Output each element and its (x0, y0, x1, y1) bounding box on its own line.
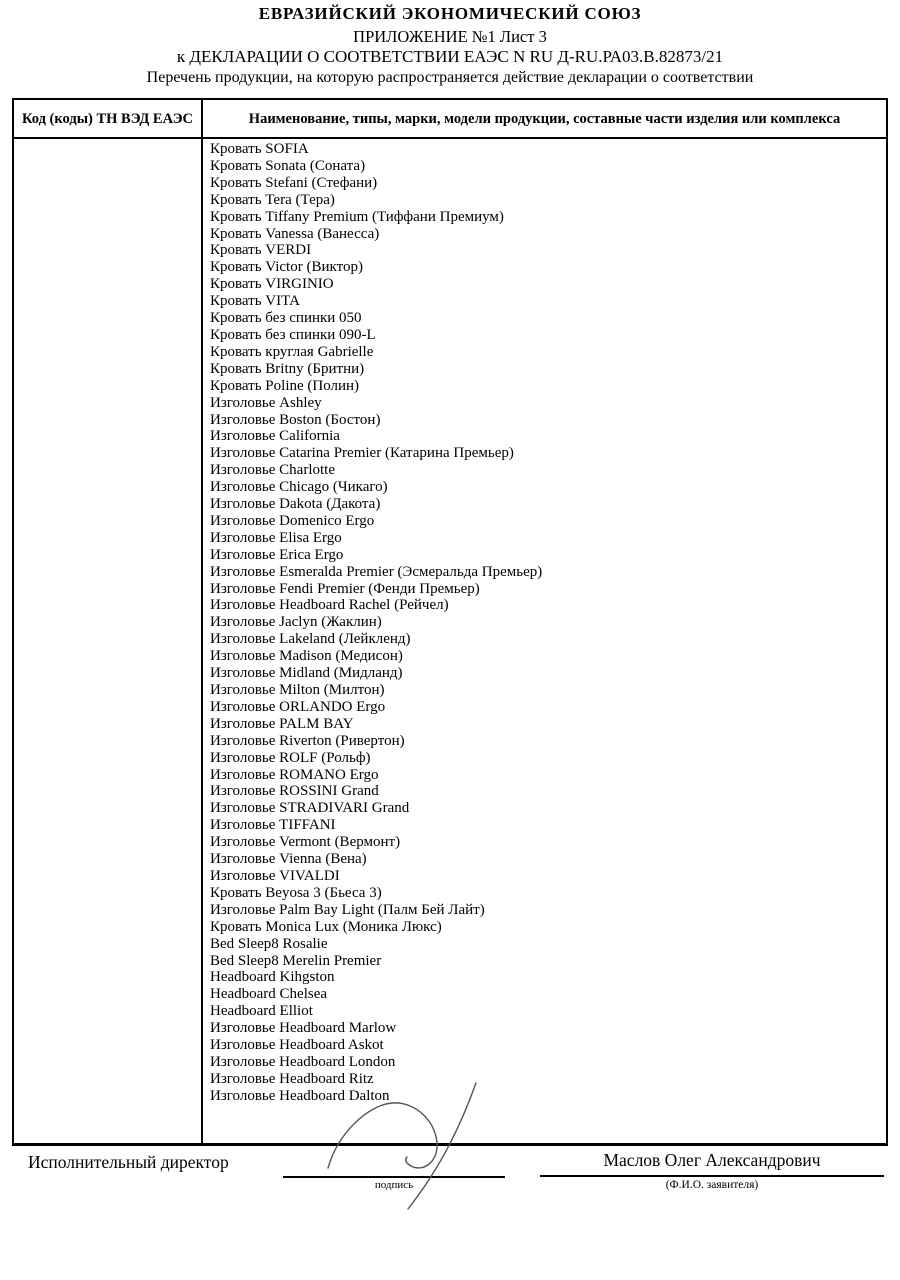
applicant-name-field (540, 1150, 884, 1192)
product-row: Изголовье Boston (Бостон) (210, 411, 381, 428)
column-header-product-name: Наименование, типы, марки, модели продукции, составные части изделия или комплекса (248, 110, 841, 127)
product-row: Изголовье TIFFANI (210, 817, 336, 834)
applicant-name: Маслов Олег Александрович (603, 1150, 821, 1170)
product-row: Кровать Beyosa 3 (Бьеса 3) (210, 884, 382, 901)
product-row: Изголовье Madison (Медисон) (210, 648, 403, 665)
product-row: Кровать без спинки 090-L (210, 326, 376, 343)
applicant-name-underline (540, 1175, 884, 1177)
product-row: Изголовье Esmeralda Premier (Эсмеральда Премьер) (210, 563, 543, 580)
column-header-tnved-code: Код (коды) ТН ВЭД ЕАЭС (14, 100, 203, 137)
product-row: Кровать Poline (Полин) (210, 377, 360, 394)
product-row: Headboard Elliot (210, 1003, 313, 1020)
product-row: Изголовье Headboard Rachel (Рейчел) (210, 597, 449, 614)
product-row: Изголовье Erica Ergo (210, 546, 344, 563)
product-row: Изголовье Headboard Marlow (210, 1020, 397, 1037)
product-row: Кровать Monica Lux (Моника Люкс) (210, 918, 442, 935)
product-row: Изголовье Palm Bay Light (Палм Бей Лайт) (210, 901, 485, 918)
product-row: Изголовье Midland (Мидланд) (210, 665, 403, 682)
products-table (12, 98, 888, 1146)
product-row: Изголовье Riverton (Ривертон) (210, 732, 405, 749)
product-row: Изголовье Charlotte (210, 462, 335, 479)
product-row: Кровать Britny (Бритни) (210, 360, 365, 377)
product-row: Кровать Tiffany Premium (Тиффани Премиум) (210, 208, 504, 225)
declaration-number-line: к ДЕКЛАРАЦИИ О СООТВЕТСТВИИ ЕАЭС N RU Д-RU.РА03.В.82873/21 (176, 47, 724, 66)
product-row: Изголовье Headboard Ritz (210, 1070, 374, 1087)
product-row: Кровать Vanessa (Ванесса) (210, 225, 380, 242)
product-row: Кровать VIRGINIO (210, 276, 334, 293)
product-row: Изголовье ROSSINI Grand (210, 783, 379, 800)
product-row: Изголовье ROLF (Рольф) (210, 749, 371, 766)
product-row: Bed Sleep8 Merelin Premier (210, 952, 382, 969)
product-row: Изголовье Ashley (210, 394, 322, 411)
product-row: Изголовье California (210, 428, 340, 445)
table-body-row (14, 139, 886, 1143)
signer-role-label: Исполнительный директор (28, 1152, 229, 1172)
product-list-caption: Перечень продукции, на которую распространяется действие декларации о соответствии (146, 69, 754, 86)
signature-caption: подпись (374, 1179, 414, 1191)
product-row: Изголовье Jaclyn (Жаклин) (210, 614, 382, 631)
product-row: Кровать Sonata (Соната) (210, 157, 366, 174)
product-row: Кровать VITA (210, 293, 300, 310)
product-row: Headboard Kihgston (210, 969, 335, 986)
product-row: Изголовье Milton (Милтон) (210, 682, 385, 698)
product-row: Кровать Victor (Виктор) (210, 259, 363, 276)
product-row: Изголовье Elisa Ergo (210, 529, 342, 546)
table-header-row (14, 100, 886, 139)
product-row: Bed Sleep8 Rosalie (210, 935, 328, 952)
product-row: Изголовье ROMANO Ergo (210, 766, 379, 783)
product-row: Изголовье Fendi Premier (Фенди Премьер) (210, 580, 480, 597)
product-row: Изголовье Headboard London (210, 1053, 396, 1070)
product-row: Изголовье Dakota (Дакота) (210, 496, 381, 513)
product-row: Изголовье PALM BAY (210, 715, 354, 732)
product-row: Кровать SOFIA (210, 141, 309, 157)
applicant-name-caption: (Ф.И.О. заявителя) (665, 1179, 759, 1191)
product-row: Изголовье Catarina Premier (Катарина Премьер) (210, 445, 514, 462)
product-row: Изголовье Lakeland (Лейкленд) (210, 631, 411, 648)
signature-field (283, 1176, 505, 1192)
page-title: ЕВРАЗИЙСКИЙ ЭКОНОМИЧЕСКИЙ СОЮЗ (258, 4, 642, 23)
product-row: Headboard Chelsea (210, 986, 328, 1003)
product-row: Изголовье Vermont (Вермонт) (210, 834, 401, 851)
product-row: Изголовье Headboard Dalton (210, 1087, 390, 1104)
product-row: Кровать без спинки 050 (210, 310, 362, 327)
tnved-code-cell (14, 139, 203, 1143)
product-row: Изголовье Chicago (Чикаго) (210, 479, 388, 496)
product-row: Изголовье ORLANDO Ergo (210, 698, 386, 715)
product-row: Кровать Tera (Тера) (210, 191, 335, 208)
product-row: Изголовье Headboard Askot (210, 1037, 384, 1054)
product-list (203, 139, 886, 1143)
product-row: Кровать круглая Gabrielle (210, 343, 374, 360)
product-row: Изголовье STRADIVARI Grand (210, 800, 410, 817)
product-row: Изголовье VIVALDI (210, 867, 340, 884)
appendix-line: ПРИЛОЖЕНИЕ №1 Лист 3 (353, 27, 547, 46)
product-row: Кровать VERDI (210, 242, 312, 259)
product-row: Изголовье Vienna (Вена) (210, 851, 367, 868)
product-row: Изголовье Domenico Ergo (210, 512, 375, 529)
product-row: Кровать Stefani (Стефани) (210, 174, 378, 191)
